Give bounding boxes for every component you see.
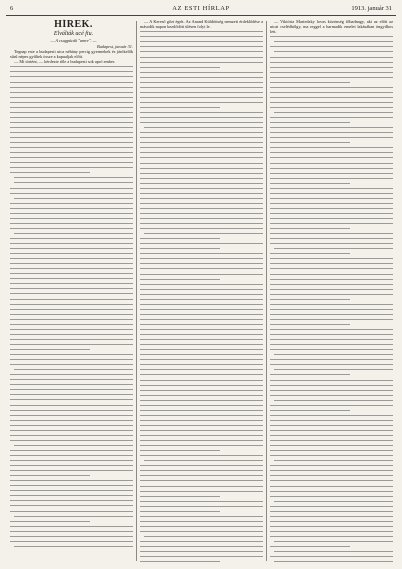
column-3 — [270, 19, 393, 565]
paragraph: — A Kereső gőzt égek. Az Anand Küldöttség nemzeti érdeklődése a második napon kezdődött ülésen folyt le. — [140, 19, 263, 30]
section-title: HÍREK. — [54, 19, 93, 30]
paragraph: Tegnap este a budapesti utca néhány percig gyermekek és járókelők sűrű népes gyűltek össze a kapualjak előtt. — [10, 49, 133, 60]
text-line — [10, 544, 133, 549]
page-number: 6 — [10, 5, 14, 12]
paragraph: — Viktória Mariedzky lovas közönség főhadnagy, aki az előtt az utcai cselédhölgy, ma reggel a harmadik emelet lakásában öngyilkos lett. — [270, 19, 393, 35]
text-body — [10, 64, 133, 549]
column-divider — [136, 21, 137, 561]
article-dateline: Budapest, január 31. — [96, 44, 133, 49]
article-quote: — A csugpúcák "amre". — — [50, 38, 97, 43]
header-rule — [6, 15, 396, 16]
article-title: Elválták ucé fiu. — [53, 31, 94, 37]
paragraph: — Mi történt, — kérdezte tőle a budapesti sok apró ember. — [14, 59, 116, 65]
newspaper-title: AZ ESTI HÍRLAP — [172, 5, 230, 12]
column-1 — [10, 19, 133, 565]
newspaper-page — [6, 4, 396, 565]
column-divider — [266, 21, 267, 561]
page-header — [6, 4, 396, 14]
text-body — [270, 34, 393, 565]
column-2 — [140, 19, 263, 565]
text-line — [140, 564, 263, 565]
issue-date: 1913. január 31 — [351, 5, 392, 12]
text-line — [270, 564, 393, 565]
article-columns — [6, 19, 396, 565]
text-body — [140, 29, 263, 565]
